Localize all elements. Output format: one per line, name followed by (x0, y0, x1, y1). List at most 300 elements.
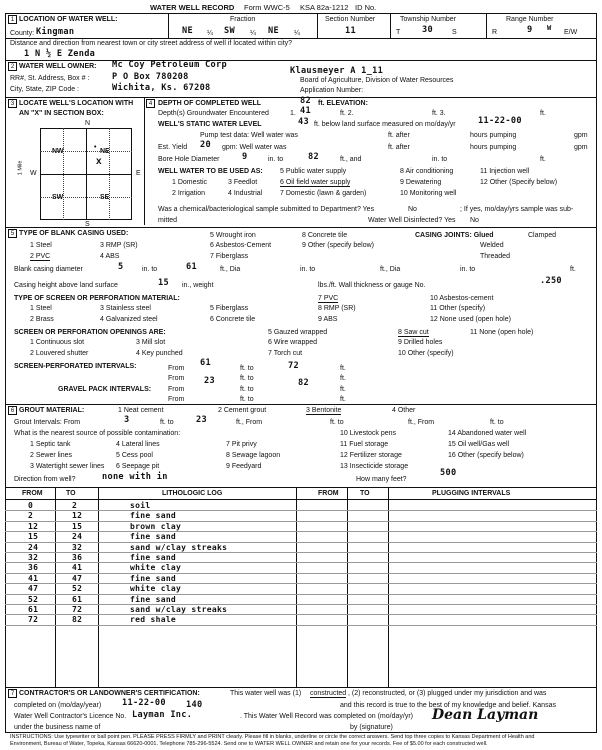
log-from-cell: 72 (28, 615, 39, 625)
diam-ft-dia: ft., Dia (220, 266, 241, 273)
opening-4: 4 Key punched (136, 350, 183, 357)
casing-label: TYPE OF BLANK CASING USED: (19, 230, 129, 237)
log-from-cell: 24 (28, 542, 39, 552)
feet-value: 500 (440, 468, 457, 478)
use-7: 7 Domestic (lawn & garden) (280, 190, 367, 197)
s2-label: WATER WELL OWNER: (19, 63, 97, 70)
table-row-line (5, 542, 597, 543)
pump-label: Pump test data: Well water was (200, 132, 298, 139)
board-label: Board of Agriculture, Division of Water Resources (300, 77, 454, 84)
grout-ft-to: ft. to (160, 419, 174, 426)
log-from-cell: 2 (28, 511, 34, 521)
source-13: 13 Insecticide storage (340, 463, 409, 470)
plug-header: PLUGGING INTERVALS (432, 490, 511, 497)
county-label: County: (10, 30, 35, 37)
diam-in-to-3: in. to (460, 266, 476, 273)
log-lith-cell: fine sand (130, 573, 177, 583)
log-lith-cell: sand w/clay streaks (130, 542, 228, 552)
section-1-number: 1 (8, 15, 17, 24)
grout-1: 1 Neat cement (118, 407, 164, 414)
screen-3: 3 Stainless steel (100, 305, 151, 312)
west-label: W (30, 170, 37, 177)
table-row-line (5, 510, 597, 511)
rule (5, 38, 597, 39)
log-to-cell: 47 (72, 573, 83, 583)
joints-clamped: Clamped (528, 232, 557, 239)
gravel-label: GRAVEL PACK INTERVALS: (58, 386, 152, 393)
diam-ft: ft. (570, 266, 576, 273)
gravel-ft-2: ft. (340, 396, 346, 403)
grout-2: 2 Cement grout (218, 407, 267, 414)
log-lith-cell: fine sand (130, 511, 177, 521)
quarter-line (109, 128, 110, 220)
cert-date: 11-22-00 (122, 698, 166, 708)
casing-7: 7 Fiberglass (210, 253, 249, 260)
log-from-cell: 61 (28, 605, 39, 614)
use-10: 10 Monitoring well (400, 190, 457, 197)
yield-label: Est. Yield (158, 144, 188, 151)
perf-to-2: ft. to (240, 375, 254, 382)
signature: Dean Layman (432, 707, 539, 723)
appnum-label: Application Number: (300, 87, 364, 94)
grout-ft-to-2: ft. to (330, 419, 344, 426)
height-weight: in., weight (182, 282, 214, 289)
opening-11: 11 None (open hole) (470, 329, 534, 336)
quarter-2: ¼ (250, 30, 256, 37)
diam-label: Blank casing diameter (14, 266, 83, 273)
cert-business: Layman Inc. (132, 710, 193, 720)
use-9: 9 Dewatering (400, 179, 442, 186)
east-label: E (136, 170, 141, 177)
col-line (98, 487, 99, 687)
rule (5, 499, 597, 500)
section-2-number: 2 (8, 62, 17, 71)
rule (5, 687, 597, 688)
rule (5, 404, 597, 405)
casing-1: 1 Steel (30, 242, 52, 249)
screen-2: 2 Brass (30, 316, 54, 323)
source-5: 5 Cess pool (116, 452, 153, 459)
table-row-line (5, 594, 597, 595)
distance-value: 1 N ½ E Zenda (24, 49, 96, 59)
location-dot-mark: • (94, 144, 97, 151)
use-6-selected: 6 Oil field water supply (280, 179, 351, 186)
pump-hours: hours pumping (470, 132, 517, 139)
yield-value: 20 (200, 140, 211, 150)
rule (5, 227, 597, 228)
table-row-line (5, 583, 597, 584)
log-to-cell: 52 (72, 584, 83, 594)
bore-ft: ft. (540, 156, 546, 163)
cert-line3b: . This Water Well Record was completed on (mo/day/yr) (240, 713, 413, 720)
screen-11: 11 Other (specify) (430, 305, 486, 312)
log-from-cell: 36 (28, 563, 39, 573)
cert-line1a: This water well was (1) (230, 690, 302, 697)
grout-interval-label: Grout Intervals: From (14, 419, 81, 426)
se-label: SE (100, 194, 110, 201)
casing-5: 5 Wrought iron (210, 232, 256, 239)
pump-after: ft. after (388, 132, 410, 139)
source-9: 9 Feedyard (226, 463, 262, 470)
rule (5, 60, 597, 61)
openings-label: SCREEN OR PERFORATION OPENINGS ARE: (14, 329, 166, 336)
log-lith-cell: fine sand (130, 553, 177, 562)
table-row-line (5, 604, 597, 605)
joints-welded: Welded (480, 242, 504, 249)
source-16: 16 Other (specify below) (448, 452, 524, 459)
screen-8: 8 RMP (SR) (318, 305, 356, 312)
section-7-number: 7 (8, 689, 17, 698)
log-to-cell: 36 (72, 553, 83, 562)
groundwater-label: Depth(s) Groundwater Encountered (158, 110, 269, 117)
ksa-number: KSA 82a-1212 (300, 3, 349, 12)
township-label: Township Number (400, 16, 457, 23)
gravel-to: ft. to (240, 386, 254, 393)
cert-line4a: under the business name of (14, 724, 101, 731)
height-label: Casing height above land surface (14, 282, 118, 289)
form-title: WATER WELL RECORD (150, 3, 235, 12)
cert-line2b: and this record is true to the best of my knowledge and belief. Kansas (340, 702, 556, 709)
source-label: What is the nearest source of possible contamination: (14, 430, 181, 437)
source-1: 1 Septic tank (30, 441, 71, 448)
s-label: S (452, 29, 457, 36)
bore-ft-value: 82 (308, 152, 319, 162)
plug-from-header: FROM (318, 490, 339, 497)
opening-9: 9 Drilled holes (398, 339, 443, 346)
section-6-number: 6 (8, 406, 17, 415)
screen-10: 10 Asbestos-cement (430, 295, 494, 302)
grout-ft-from: ft., From (236, 419, 263, 426)
cert-license: 140 (186, 700, 203, 710)
log-to-cell: 24 (72, 532, 83, 542)
casing-2-selected: 2 PVC (30, 253, 51, 260)
screen-7-selected: 7 PVC (318, 295, 339, 302)
casing-4: 4 ABS (100, 253, 120, 260)
opening-10: 10 Other (specify) (398, 350, 454, 357)
elevation-label: ft. ELEVATION: (318, 100, 368, 107)
bore-value: 9 (242, 152, 248, 162)
table-row-line (5, 531, 597, 532)
cert-constructed: constructed (310, 690, 347, 697)
static-date: 11-22-00 (478, 116, 522, 126)
gw-ft: ft. (540, 110, 546, 117)
height-value: 15 (158, 278, 169, 288)
section-box-hline (40, 174, 132, 175)
yield-hours: hours pumping (470, 144, 517, 151)
log-from-cell: 12 (28, 521, 39, 531)
use-5: 5 Public water supply (280, 168, 347, 175)
direction-label: Direction from well? (14, 476, 76, 483)
table-row-line (5, 614, 597, 615)
gravel-from-2: From (168, 396, 185, 403)
addr-value: P O Box 780208 (112, 72, 189, 82)
chem-label: Was a chemical/bacteriological sample submitted to Department? Yes (158, 206, 375, 213)
opening-7: 7 Torch cut (268, 350, 303, 357)
log-to-cell: 2 (72, 501, 78, 510)
casing-3: 3 RMP (SR) (100, 242, 138, 249)
log-lith-cell: white clay (130, 563, 182, 573)
form-number: Form WWC-5 (244, 3, 290, 12)
table-row-line (5, 573, 597, 574)
source-7: 7 Pit privy (226, 441, 257, 448)
casing-8: 8 Concrete tile (302, 232, 348, 239)
log-to-cell: 15 (72, 521, 83, 531)
section-4-number: 4 (146, 99, 155, 108)
south-label: S (85, 221, 90, 228)
direction-value: none with in (102, 472, 168, 482)
perf-from: From (168, 365, 185, 372)
source-8: 8 Sewage lagoon (226, 452, 281, 459)
casing-6: 6 Asbestos-Cement (210, 242, 272, 249)
source-6: 6 Seepage pit (116, 463, 160, 470)
use-3: 3 Feedlot (228, 179, 258, 186)
source-15: 15 Oil well/Gas well (448, 441, 510, 448)
lease-value: Klausmeyer A 1_11 (290, 66, 384, 76)
ne-label: NE (100, 148, 110, 155)
pump-gpm: gpm (574, 132, 588, 139)
chem-no: No (408, 206, 417, 213)
bore-in-to-2: in. to (432, 156, 448, 163)
addr-label: RR#, St. Address, Box # : (10, 75, 90, 82)
diam-in-to-2: in. to (300, 266, 316, 273)
bore-label: Bore Hole Diameter (158, 156, 220, 163)
use-12: 12 Other (Specify below) (480, 179, 558, 186)
chem-if-yes: ; If yes, mo/day/yrs sample was sub- (460, 206, 574, 213)
grout-3-selected: 3 Bentonite (306, 407, 342, 414)
log-lith-cell: red shale (130, 615, 177, 625)
distance-label: Distance and direction from nearest town or city street address of well if located within city? (10, 40, 293, 47)
grout-4: 4 Other (392, 407, 416, 414)
use-11: 11 Injection well (480, 168, 530, 175)
grout-label: GROUT MATERIAL: (19, 407, 85, 414)
fraction-1: NE (182, 26, 193, 36)
joints-label: CASING JOINTS: Glued (415, 232, 494, 239)
use-1: 1 Domestic (172, 179, 208, 186)
cert-line4b: by (signature) (350, 724, 393, 731)
col-line (296, 487, 297, 687)
rule (5, 487, 597, 488)
log-lith-cell: sand w/clay streaks (130, 605, 228, 614)
screen-label: TYPE OF SCREEN OR PERFORATION MATERIAL: (14, 295, 180, 302)
feet-label: How many feet? (356, 476, 407, 483)
gravel-to-2: ft. to (240, 396, 254, 403)
depth-value: 82 (300, 96, 311, 106)
perf-from-2: From (168, 375, 185, 382)
divider (317, 13, 318, 38)
perf-ft: ft. (340, 365, 346, 372)
opening-6: 6 Wire wrapped (268, 339, 318, 346)
w-mark: W (547, 24, 552, 32)
gw-2: ft. 2. (340, 110, 354, 117)
screen-4: 4 Galvanized steel (100, 316, 158, 323)
id-label: ID No. (355, 3, 377, 12)
depth-label: DEPTH OF COMPLETED WELL (158, 100, 262, 107)
gravel-from: From (168, 386, 185, 393)
log-lith-cell: white clay (130, 584, 182, 594)
log-to-cell: 61 (72, 594, 83, 604)
cert-line3a: Water Well Contractor's Licence No. (14, 713, 127, 720)
quarter-1: ¼ (207, 30, 213, 37)
ew-label: E/W (564, 29, 578, 36)
cert-label: CONTRACTOR'S OR LANDOWNER'S CERTIFICATION: (19, 690, 200, 697)
col-line (388, 487, 389, 687)
screen-9: 9 ABS (318, 316, 338, 323)
gravel-from-value: 23 (204, 376, 215, 386)
yield-rest: gpm: Well water was (222, 144, 287, 151)
opening-5: 5 Gauzed wrapped (268, 329, 328, 336)
source-12: 12 Fertilizer storage (340, 452, 402, 459)
log-to-header: TO (66, 490, 76, 497)
source-4: 4 Lateral lines (116, 441, 160, 448)
divider (144, 97, 145, 225)
log-from-cell: 47 (28, 584, 39, 594)
height-lbs: lbs./ft. Wall thickness or gauge No. (318, 282, 426, 289)
section-5-number: 5 (8, 229, 17, 238)
opening-3: 3 Mill slot (136, 339, 166, 346)
opening-2: 2 Louvered shutter (30, 350, 89, 357)
mitted: mitted (158, 217, 178, 224)
log-lith-cell: fine sand (130, 532, 177, 542)
table-row-line (5, 521, 597, 522)
joints-threaded: Threaded (480, 253, 510, 260)
static-value: 43 (298, 117, 309, 127)
col-line (55, 487, 56, 687)
log-to-cell: 82 (72, 615, 83, 625)
divider (390, 13, 391, 38)
source-2: 2 Sewer lines (30, 452, 73, 459)
r-label: R (492, 29, 498, 36)
gw-1-value: 41 (300, 106, 311, 116)
fraction-2: SW (224, 26, 235, 36)
use-label: WELL WATER TO BE USED AS: (158, 168, 263, 175)
log-lith-cell: soil (130, 501, 151, 510)
log-to-cell: 12 (72, 511, 83, 521)
perf-ft-2: ft. (340, 375, 346, 382)
cert-line2a: completed on (mo/day/year) (14, 702, 102, 709)
s3-label2: AN "X" IN SECTION BOX: (19, 110, 104, 117)
fraction-3: NE (268, 26, 279, 36)
city-value: Wichita, Ks. 67208 (112, 83, 211, 93)
gw-3: ft. 3. (432, 110, 446, 117)
log-from-cell: 15 (28, 532, 39, 542)
perf-to: ft. to (240, 365, 254, 372)
diam-in-to: in. to (142, 266, 158, 273)
north-label: N (85, 120, 91, 127)
diam-ft-dia-2: ft., Dia (380, 266, 401, 273)
section-3-number: 3 (8, 99, 17, 108)
gw-1: 1. (290, 110, 296, 117)
use-4: 4 Industrial (228, 190, 263, 197)
city-label: City, State, ZIP Code : (10, 86, 79, 93)
log-to-cell: 72 (72, 605, 83, 614)
bore-in-to: in. to (268, 156, 284, 163)
screen-5: 5 Fiberglass (210, 305, 249, 312)
static-rest: ft. below land surface measured on mo/day/yr (314, 121, 456, 128)
sw-label: SW (52, 194, 64, 201)
screen-1: 1 Steel (30, 305, 52, 312)
casing-9: 9 Other (specify below) (302, 242, 374, 249)
location-x-mark: x (96, 156, 102, 167)
diam-ft-value: 61 (186, 262, 197, 272)
section-value: 11 (345, 26, 356, 36)
fraction-label: Fraction (230, 16, 256, 23)
log-lith-cell: fine sand (130, 594, 177, 604)
quarter-3: ¼ (294, 30, 300, 37)
nw-label: NW (52, 148, 64, 155)
log-from-cell: 32 (28, 553, 39, 562)
yield-gpm: gpm (574, 144, 588, 151)
table-row-line (5, 552, 597, 553)
screen-6: 6 Concrete tile (210, 316, 256, 323)
owner-value: Mc Coy Petroleum Corp (112, 60, 227, 70)
log-from-cell: 52 (28, 594, 39, 604)
log-lith-cell: brown clay (130, 521, 182, 531)
yield-after: ft. after (388, 144, 410, 151)
gravel-to-value: 82 (298, 378, 309, 388)
range-value: 9 (527, 25, 533, 35)
grout-ft-to-3: ft. to (490, 419, 504, 426)
bore-and: ft., and (340, 156, 362, 163)
source-10: 10 Livestock pens (340, 430, 397, 437)
opening-1: 1 Continuous slot (30, 339, 85, 346)
divider (486, 13, 487, 38)
disinfected-label: Water Well Disinfected? Yes (368, 217, 456, 224)
log-to-cell: 41 (72, 563, 83, 573)
instructions: INSTRUCTIONS: Use typewriter or ball point pen. PLEASE PRESS FIRMLY and PRINT clearly. Please fill in blanks, underline or circle the correct answers. Send top three copies to Kansas Department of Health and (10, 734, 535, 740)
source-14: 14 Abandoned water well (448, 430, 527, 437)
table-row-line (5, 562, 597, 563)
range-label: Range Number (506, 16, 554, 23)
grout-ft-from-2: ft., From (408, 419, 435, 426)
gauge-value: .250 (540, 276, 562, 286)
grout-from-value: 3 (124, 415, 130, 425)
s1-label: LOCATION OF WATER WELL: (19, 16, 118, 23)
opening-8-selected: 8 Saw cut (398, 329, 429, 336)
log-from-cell: 0 (28, 501, 34, 510)
perf-to-value: 72 (288, 361, 299, 371)
use-2: 2 Irrigation (172, 190, 206, 197)
township-value: 30 (422, 25, 433, 35)
static-label: WELL'S STATIC WATER LEVEL (158, 121, 262, 128)
diam-value: 5 (118, 262, 124, 272)
log-from-cell: 41 (28, 573, 39, 583)
quarter-line (63, 128, 64, 220)
county-value: Kingman (36, 27, 75, 37)
cert-line1b: , (2) reconstructed, or (3) plugged under my jurisdiction and was (348, 690, 547, 697)
table-row-line (5, 625, 597, 626)
divider (168, 13, 169, 38)
t-label: T (396, 29, 401, 36)
source-11: 11 Fuel storage (340, 441, 389, 448)
screen-12: 12 None used (open hole) (430, 316, 511, 323)
log-to-cell: 32 (72, 542, 83, 552)
mile-label: 1 Mile (17, 160, 24, 176)
perf-from-value: 61 (200, 358, 211, 368)
disinfected-no: No (470, 217, 479, 224)
use-8: 8 Air conditioning (400, 168, 454, 175)
instructions-2: Environment, Bureau of Water, Topeka, Kansas 66620-0001. Telephone 785-296-5524. Send one to WATER WELL OWNER and retain one for your records. Fee of $5.00 for each constructed well. (10, 741, 488, 747)
log-lith-header: LITHOLOGIC LOG (162, 490, 223, 497)
source-3: 3 Watertight sewer lines (30, 463, 105, 470)
gravel-ft: ft. (340, 386, 346, 393)
perf-label: SCREEN-PERFORATED INTERVALS: (14, 363, 137, 370)
section-label: Section Number (325, 16, 376, 23)
plug-to-header: TO (360, 490, 370, 497)
col-line (347, 487, 348, 687)
grout-to-value: 23 (196, 415, 207, 425)
log-from-header: FROM (22, 490, 43, 497)
s3-label: LOCATE WELL'S LOCATION WITH (19, 100, 134, 107)
